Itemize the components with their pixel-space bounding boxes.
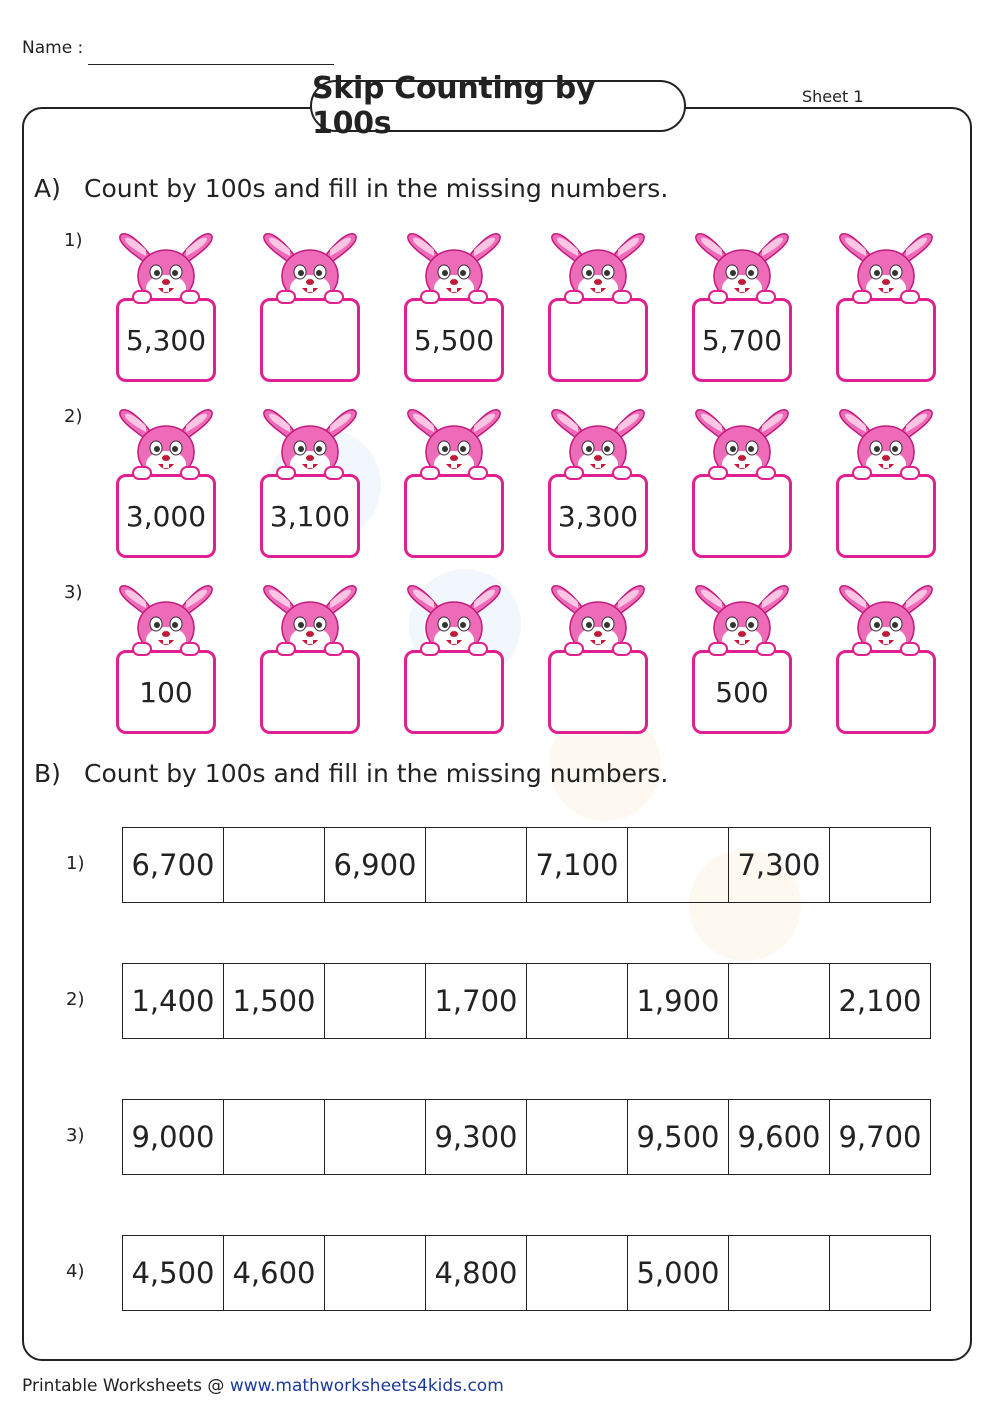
grid-number-cell: 1,400 bbox=[123, 964, 224, 1039]
sheet-number: Sheet 1 bbox=[802, 87, 864, 106]
number-grid bbox=[122, 963, 931, 1039]
bunny-paw bbox=[468, 466, 488, 480]
bunny-paw bbox=[564, 290, 584, 304]
bunny-paw bbox=[324, 466, 344, 480]
grid-number-cell: 7,300 bbox=[729, 828, 830, 903]
name-input-line[interactable] bbox=[88, 64, 334, 65]
bunny-slot bbox=[402, 406, 506, 546]
answer-box[interactable] bbox=[404, 650, 504, 734]
bunny-slot bbox=[258, 582, 362, 722]
bunny-paw bbox=[180, 290, 200, 304]
bunny-slot bbox=[690, 582, 794, 722]
grid-answer-cell[interactable] bbox=[325, 1236, 426, 1311]
number-board: 3,300 bbox=[548, 474, 648, 558]
bunny-paw bbox=[900, 290, 920, 304]
bunny-paw bbox=[468, 290, 488, 304]
grid-number-cell: 4,600 bbox=[224, 1236, 325, 1311]
grid-answer-cell[interactable] bbox=[830, 1236, 931, 1311]
grid-answer-cell[interactable] bbox=[224, 828, 325, 903]
grid-number-cell: 1,700 bbox=[426, 964, 527, 1039]
grid-number-cell: 9,700 bbox=[830, 1100, 931, 1175]
grid-answer-cell[interactable] bbox=[729, 1236, 830, 1311]
section-a-letter: A) bbox=[34, 174, 61, 203]
number-board: 5,500 bbox=[404, 298, 504, 382]
footer-link[interactable]: www.mathworksheets4kids.com bbox=[229, 1376, 504, 1396]
bunny-paw bbox=[564, 466, 584, 480]
answer-box[interactable] bbox=[836, 474, 936, 558]
answer-box[interactable] bbox=[260, 298, 360, 382]
grid-answer-cell[interactable] bbox=[527, 1100, 628, 1175]
name-label: Name : bbox=[22, 38, 84, 58]
number-board: 5,700 bbox=[692, 298, 792, 382]
grid-row bbox=[123, 828, 931, 903]
bunny-paw bbox=[852, 466, 872, 480]
answer-box[interactable] bbox=[836, 650, 936, 734]
bunny-paw bbox=[708, 466, 728, 480]
grid-answer-cell[interactable] bbox=[426, 828, 527, 903]
section-b-row-label: 3) bbox=[66, 1125, 85, 1146]
answer-box[interactable] bbox=[548, 298, 648, 382]
section-b-row-label: 4) bbox=[66, 1261, 85, 1282]
bunny-paw bbox=[276, 290, 296, 304]
bunny-slot bbox=[114, 230, 218, 370]
bunny-paw bbox=[324, 642, 344, 656]
bunny-paw bbox=[420, 642, 440, 656]
grid-answer-cell[interactable] bbox=[325, 964, 426, 1039]
bunny-slot bbox=[546, 406, 650, 546]
number-board: 5,300 bbox=[116, 298, 216, 382]
section-a-heading bbox=[34, 174, 668, 203]
section-b-heading bbox=[34, 759, 668, 788]
grid-row bbox=[123, 1236, 931, 1311]
bunny-slot bbox=[258, 230, 362, 370]
bunny-slot bbox=[546, 582, 650, 722]
bunny-paw bbox=[756, 466, 776, 480]
bunny-slot bbox=[114, 406, 218, 546]
grid-number-cell: 1,500 bbox=[224, 964, 325, 1039]
section-b-instruction: Count by 100s and fill in the missing numbers. bbox=[84, 759, 669, 788]
grid-answer-cell[interactable] bbox=[325, 1100, 426, 1175]
bunny-slot bbox=[834, 582, 938, 722]
bunny-paw bbox=[852, 290, 872, 304]
number-board: 500 bbox=[692, 650, 792, 734]
bunny-paw bbox=[132, 642, 152, 656]
answer-box[interactable] bbox=[260, 650, 360, 734]
bunny-slot bbox=[834, 230, 938, 370]
bunny-paw bbox=[180, 642, 200, 656]
bunny-paw bbox=[132, 290, 152, 304]
grid-number-cell: 9,300 bbox=[426, 1100, 527, 1175]
section-a-instruction: Count by 100s and fill in the missing numbers. bbox=[84, 174, 669, 203]
bunny-slot bbox=[402, 582, 506, 722]
section-a-row-label: 2) bbox=[64, 406, 83, 427]
bunny-paw bbox=[708, 290, 728, 304]
bunny-paw bbox=[276, 466, 296, 480]
grid-answer-cell[interactable] bbox=[224, 1100, 325, 1175]
section-a-row-label: 1) bbox=[64, 230, 83, 251]
section-b-row-label: 1) bbox=[66, 853, 85, 874]
bunny-paw bbox=[468, 642, 488, 656]
grid-answer-cell[interactable] bbox=[830, 828, 931, 903]
bunny-slot bbox=[690, 406, 794, 546]
grid-number-cell: 4,500 bbox=[123, 1236, 224, 1311]
bunny-paw bbox=[132, 466, 152, 480]
grid-answer-cell[interactable] bbox=[628, 828, 729, 903]
grid-number-cell: 6,700 bbox=[123, 828, 224, 903]
grid-number-cell: 7,100 bbox=[527, 828, 628, 903]
bunny-paw bbox=[900, 642, 920, 656]
section-b-row-label: 2) bbox=[66, 989, 85, 1010]
bunny-paw bbox=[420, 466, 440, 480]
grid-number-cell: 9,600 bbox=[729, 1100, 830, 1175]
bunny-paw bbox=[612, 290, 632, 304]
bunny-paw bbox=[756, 642, 776, 656]
grid-number-cell: 4,800 bbox=[426, 1236, 527, 1311]
number-board: 100 bbox=[116, 650, 216, 734]
bunny-paw bbox=[276, 642, 296, 656]
bunny-paw bbox=[708, 642, 728, 656]
bunny-paw bbox=[612, 642, 632, 656]
bunny-paw bbox=[324, 290, 344, 304]
grid-number-cell: 1,900 bbox=[628, 964, 729, 1039]
number-grid bbox=[122, 827, 931, 903]
bunny-slot bbox=[258, 406, 362, 546]
bunny-slot bbox=[546, 230, 650, 370]
bunny-paw bbox=[612, 466, 632, 480]
answer-box[interactable] bbox=[692, 474, 792, 558]
worksheet-title: Skip Counting by 100s bbox=[310, 80, 686, 132]
number-board: 3,000 bbox=[116, 474, 216, 558]
grid-row bbox=[123, 1100, 931, 1175]
grid-answer-cell[interactable] bbox=[527, 1236, 628, 1311]
footer bbox=[22, 1376, 504, 1396]
bunny-slot bbox=[402, 230, 506, 370]
grid-number-cell: 9,500 bbox=[628, 1100, 729, 1175]
bunny-paw bbox=[756, 290, 776, 304]
footer-prefix: Printable Worksheets @ bbox=[22, 1376, 230, 1396]
bunny-paw bbox=[420, 290, 440, 304]
number-board: 3,100 bbox=[260, 474, 360, 558]
grid-row bbox=[123, 964, 931, 1039]
grid-number-cell: 5,000 bbox=[628, 1236, 729, 1311]
grid-number-cell: 2,100 bbox=[830, 964, 931, 1039]
number-grid bbox=[122, 1099, 931, 1175]
section-b-letter: B) bbox=[34, 759, 61, 788]
bunny-slot bbox=[834, 406, 938, 546]
answer-box[interactable] bbox=[548, 650, 648, 734]
number-grid bbox=[122, 1235, 931, 1311]
answer-box[interactable] bbox=[836, 298, 936, 382]
answer-box[interactable] bbox=[404, 474, 504, 558]
grid-answer-cell[interactable] bbox=[527, 964, 628, 1039]
grid-answer-cell[interactable] bbox=[729, 964, 830, 1039]
grid-number-cell: 9,000 bbox=[123, 1100, 224, 1175]
bunny-slot bbox=[114, 582, 218, 722]
bunny-paw bbox=[852, 642, 872, 656]
bunny-slot bbox=[690, 230, 794, 370]
bunny-paw bbox=[900, 466, 920, 480]
grid-number-cell: 6,900 bbox=[325, 828, 426, 903]
bunny-paw bbox=[180, 466, 200, 480]
bunny-paw bbox=[564, 642, 584, 656]
section-a-row-label: 3) bbox=[64, 582, 83, 603]
